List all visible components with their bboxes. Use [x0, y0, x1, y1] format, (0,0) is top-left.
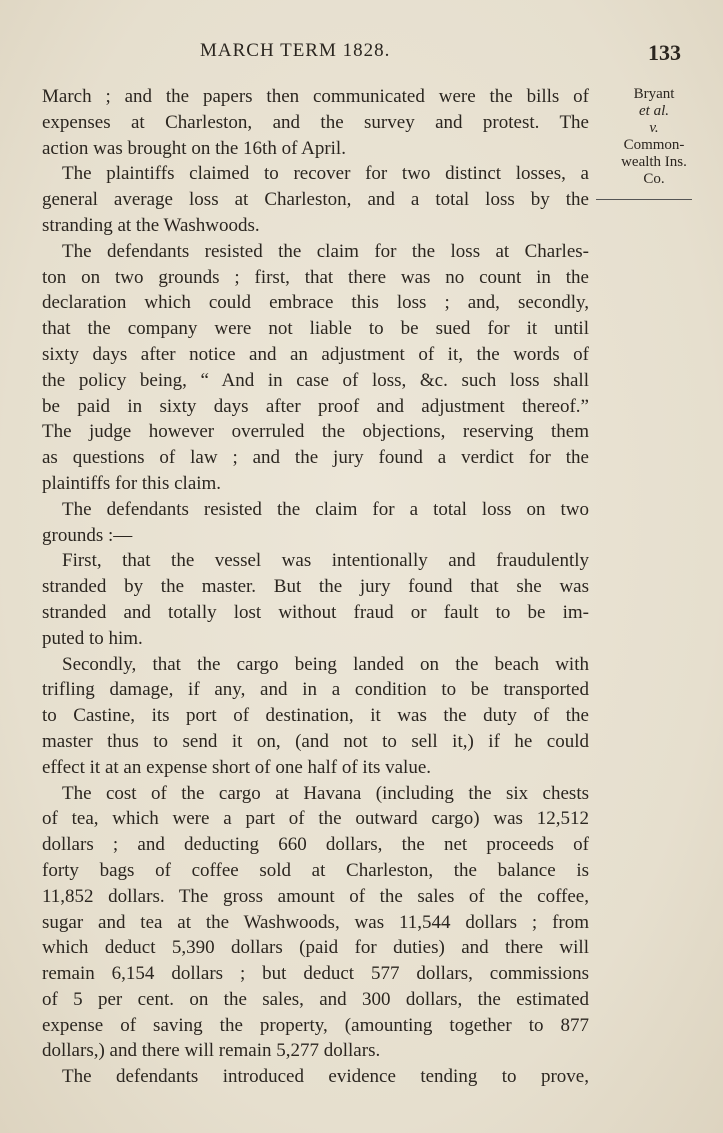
text-line: expenses at Charleston, and the survey and protest. The [42, 111, 589, 133]
text-line: grounds :— [42, 524, 133, 546]
margin-case-note [598, 86, 710, 188]
text-line: to Castine, its port of destination, it was the duty of the [42, 705, 589, 727]
text-line: of 5 per cent. on the sales, and 300 dollars, the estimated [42, 988, 589, 1010]
text-line: as questions of law ; and the jury found a verdict for the [42, 447, 589, 469]
text-line: dollars ; and deducting 660 dollars, the net proceeds of [42, 834, 589, 856]
text-line: puted to him. [42, 627, 143, 649]
text-line: declaration which could embrace this loss ; and, secondly, [42, 292, 589, 314]
text-line: of tea, which were a part of the outward cargo) was 12,512 [42, 808, 589, 830]
text-line: March ; and the papers then communicated were the bills of [42, 86, 589, 107]
margin-note-line: wealth Ins. [621, 154, 687, 170]
margin-note-line: Common- [623, 137, 685, 153]
text-line: which deduct 5,390 dollars (paid for duties) and there will [42, 937, 589, 959]
text-line: effect it at an expense short of one half of its value. [42, 756, 432, 778]
text-line: The plaintiffs claimed to recover for two distinct losses, a [62, 163, 589, 185]
margin-rule [596, 199, 692, 200]
margin-note-line: Bryant [633, 86, 675, 102]
text-line: The defendants introduced evidence tending to prove, [62, 1066, 589, 1088]
text-line: First, that the vessel was intentionally and fraudulently [62, 550, 589, 572]
running-head: MARCH TERM 1828. [200, 40, 391, 61]
text-line: The judge however overruled the objections, reserving them [42, 421, 589, 443]
text-line: stranding at the Washwoods. [42, 214, 260, 236]
margin-note-line: et al. [639, 103, 669, 119]
text-line: dollars,) and there will remain 5,277 dollars. [42, 1040, 381, 1062]
text-line: sixty days after notice and an adjustment of it, the words of [42, 343, 589, 365]
text-line: sugar and tea at the Washwoods, was 11,544 dollars ; from [42, 911, 589, 933]
text-line: the policy being, “ And in case of loss, &c. such loss shall [42, 369, 589, 391]
margin-note-line: v. [649, 120, 659, 136]
text-line: The defendants resisted the claim for a total loss on two [62, 498, 589, 520]
text-line: action was brought on the 16th of April. [42, 137, 346, 159]
text-line: 11,852 dollars. The gross amount of the sales of the coffee, [42, 885, 589, 907]
text-line: remain 6,154 dollars ; but deduct 577 dollars, commissions [42, 963, 589, 985]
body-text [42, 84, 589, 1090]
text-line: ton on two grounds ; first, that there was no count in the [42, 266, 589, 288]
text-line: Secondly, that the cargo being landed on the beach with [62, 653, 589, 675]
page-number: 133 [648, 40, 681, 65]
margin-note-line: Co. [643, 171, 665, 187]
text-line: be paid in sixty days after proof and adjustment thereof.” [42, 395, 589, 417]
text-line: general average loss at Charleston, and a total loss by the [42, 189, 589, 211]
text-line: The cost of the cargo at Havana (including the six chests [62, 782, 589, 804]
text-line: plaintiffs for this claim. [42, 472, 222, 494]
text-line: stranded by the master. But the jury found that she was [42, 576, 589, 598]
text-line: expense of saving the property, (amounting together to 877 [42, 1014, 589, 1036]
text-line: master thus to send it on, (and not to sell it,) if he could [42, 730, 589, 752]
text-line: trifling damage, if any, and in a condition to be transported [42, 679, 589, 701]
text-line: that the company were not liable to be sued for it until [42, 318, 589, 340]
text-line: The defendants resisted the claim for the loss at Charles- [62, 240, 589, 262]
text-line: forty bags of coffee sold at Charleston, the balance is [42, 859, 589, 881]
text-line: stranded and totally lost without fraud or fault to be im- [42, 601, 589, 623]
